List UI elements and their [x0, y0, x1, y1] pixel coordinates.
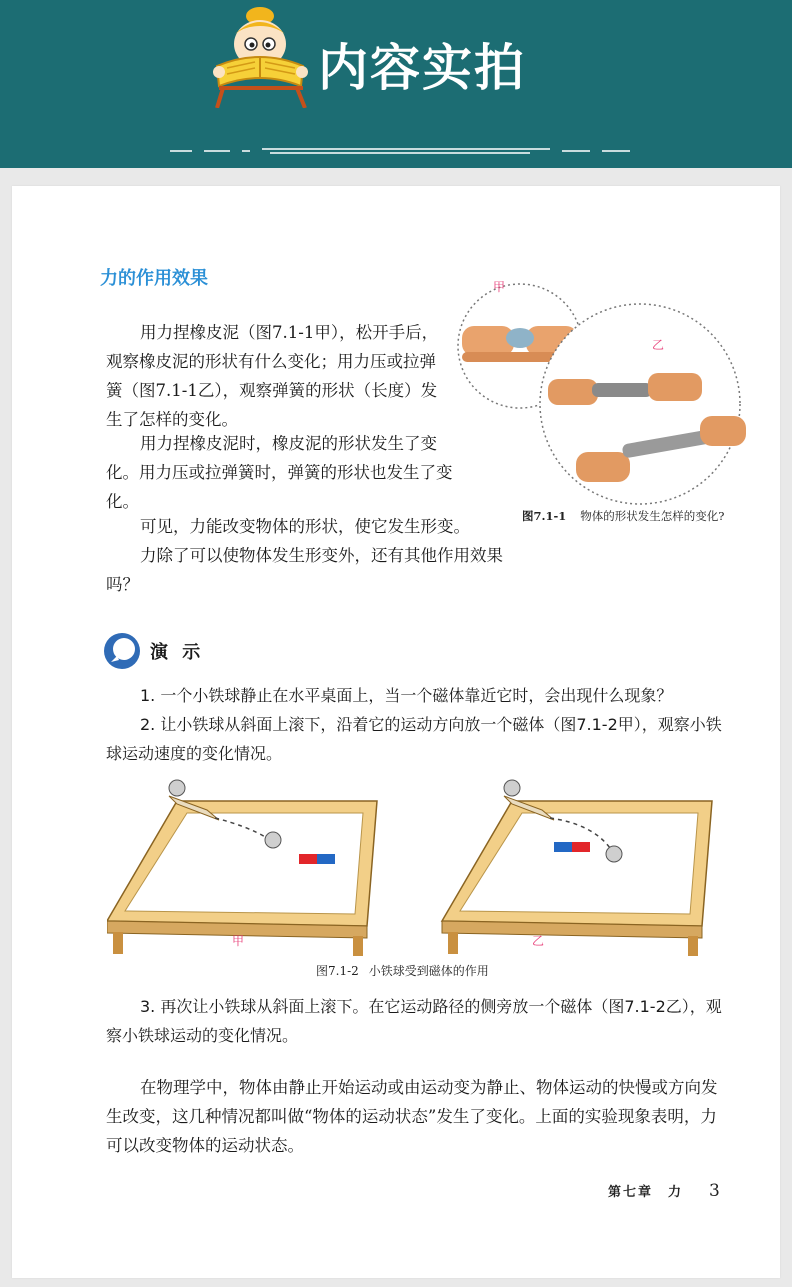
- figure2-label-b: 乙: [532, 934, 545, 948]
- figure1-label-b: 乙: [652, 338, 665, 352]
- figure-deformation-illustration: [452, 266, 752, 506]
- paragraph-motion-state: 在物理学中，物体由静止开始运动或由运动变为静止、物体运动的快慢或方向发生改变，这几种情况都叫做“物体的运动状态”发生了变化。上面的实验现象表明，力可以改变物体的运动状态。: [106, 1078, 718, 1155]
- figure1-caption: [522, 508, 732, 524]
- demo-steps-list: [106, 681, 726, 768]
- figure2-caption: [316, 962, 489, 979]
- paragraph-question: 力除了可以使物体发生形变外，还有其他作用效果吗？: [106, 546, 503, 594]
- figure1-label-a: 甲: [493, 280, 506, 294]
- figure-ball-magnet-illustration: [107, 776, 717, 956]
- banner-title: 内容实拍: [318, 39, 526, 97]
- demo-step: 2. 让小铁球从斜面上滚下，沿着它的运动方向放一个磁体（图7.1-2甲），观察小铁球运动速度的变化情况。: [106, 715, 722, 763]
- paragraph-observation: 用力捏橡皮泥时，橡皮泥的形状发生了变化。用力压或拉弹簧时，弹簧的形状也发生了变化。: [106, 434, 453, 511]
- demo-step-3: 3. 再次让小铁球从斜面上滚下。在它运动路径的侧旁放一个磁体（图7.1-2乙），观察小铁球运动的变化情况。: [106, 997, 722, 1045]
- demo-title: 演 示: [150, 642, 205, 663]
- page-footer: [608, 1181, 720, 1201]
- paragraph-intro: 用力捏橡皮泥（图7.1-1甲），松开手后，观察橡皮泥的形状有什么变化；用力压或拉弹簧（图7.1-1乙），观察弹簧的形状（长度）发生了怎样的变化。: [106, 323, 439, 429]
- figure2-caption-text: 小铁球受到磁体的作用: [368, 964, 489, 978]
- textbook-page: [12, 186, 780, 1278]
- figure1-caption-number: 图7.1-1: [522, 509, 567, 523]
- decorative-divider: [170, 146, 630, 156]
- paragraph-conclusion-shape: 可见，力能改变物体的形状，使它发生形变。: [140, 517, 470, 536]
- mascot-reading-icon: [205, 4, 320, 108]
- page-number: 3: [709, 1181, 720, 1201]
- figure2-caption-number: 图7.1-2: [316, 964, 359, 978]
- figure2-label-a: 甲: [232, 934, 245, 948]
- figure1-caption-text: 物体的形状发生怎样的变化?: [580, 509, 725, 523]
- demo-speech-icon: [103, 632, 141, 670]
- section-title: 力的作用效果: [100, 268, 208, 289]
- demo-step: 1. 一个小铁球静止在水平桌面上，当一个磁体靠近它时，会出现什么现象？: [140, 686, 673, 705]
- header-banner: [0, 0, 792, 168]
- chapter-label: 第七章 力: [608, 1185, 684, 1200]
